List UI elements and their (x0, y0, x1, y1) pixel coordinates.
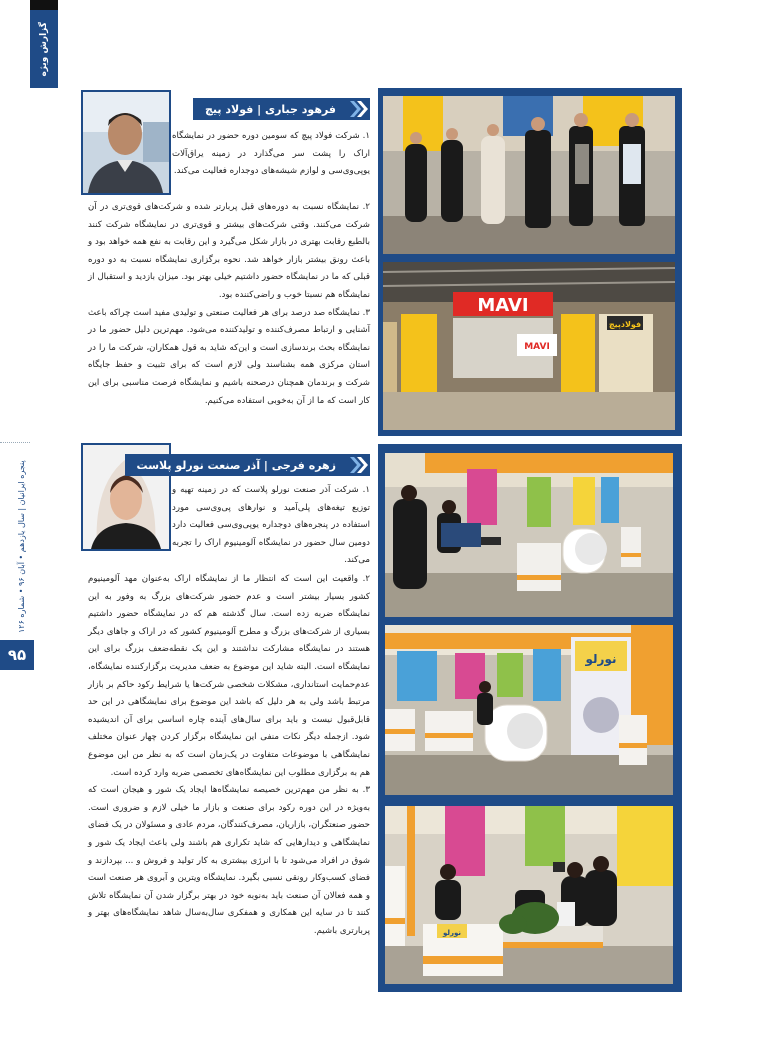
photo-norlo-booth-2 (385, 625, 673, 795)
photo-mavi-booth (383, 262, 675, 430)
author2-header (136, 451, 370, 479)
author1-paragraph-1: ۱. شرکت فولاد پیچ که سومین دوره حضور در نمایشگاه اراک را پشت سر می‌گذارد در زمینه یراق‌آلات یوپی‌وی‌سی و لوازم شیشه‌های دوجداره فعالیت می‌کند. (172, 131, 370, 177)
booth-brand-text-3: MAVI (524, 342, 550, 352)
photo-norlo-booth-3 (385, 806, 673, 984)
author1-para1-top (172, 128, 370, 181)
author1-name: فرهود جباری | فولاد پیچ (193, 98, 346, 120)
author2-paragraph-3: ۳. به نظر من مهم‌ترین خصیصه نمایشگاه‌ها ایجاد یک شور و هیجان است که به‌ویژه در این دوره رکود برای صنعت و بازار ما خیلی لازم و ضروری است. حضور صنعتگران، بازاریان، مصرف‌کنندگان، مردم عادی و مسئولان در یک فضای نمایشگاهی و دیدارهایی که شاید تکراری هم باشند ولی باعث ایجاد یک شور و شوق در افراد می‌شود تا با انرژی بیشتری به کار تولید و فروش و ... بپردازند و فضای کسب‌وکار رونقی نسبی بگیرد. نمایشگاه ویترین و آبروی هر صنعت است و همه فعالان آن صنعت باید به‌نوبه خود در بهتر برگزار شدن آن نمایشگاه تلاش کنند تا در سایه این همکاری و همفکری سال‌به‌سال شاهد نمایشگاه‌های بهتر و پربارتری باشیم. (88, 785, 370, 936)
author1-paragraph-2: ۲. نمایشگاه نسبت به دوره‌های قبل پربارتر شده و شرکت‌های قوی‌تری در آن شرکت می‌کنند. وقتی شرکت‌های بیشتر و قوی‌تری در نمایشگاه شرکت کنند بالطبع رقابت بهتری در بازار شکل می‌گیرد و این رقابت به نفع همه خواهد بود و باعث رونق بیشتر بازار خواهد شد. نحوه برگزاری نمایشگاه نسبت به دو دوره قبلی که ما در نمایشگاه حضور داشتیم خیلی بهتر بود. میزان بازدید و استقبال از نمایشگاه هم نسبتا خوب و راضی‌کننده بود. (88, 202, 370, 300)
journal-footer: پنجره ایرانیان | سال یازدهم • آبان ۹۶ • شماره ۱۲۶ (17, 460, 26, 634)
norlo-banner-text: نورلو (585, 652, 617, 666)
margin-divider (0, 442, 30, 443)
author2-paragraph-2: ۲. واقعیت این است که انتظار ما از نمایشگاه اراک به‌عنوان مهد آلومینیوم کشور بسیار بیشتر است و عدم حضور شرکت‌های بزرگ به وفور به این نمایشگاه ضربه زده است. سال گذشته هم که در نمایشگاه حضور داشتیم بسیاری از شرکت‌های بزرگ و مطرح آلومینیوم کشور که در اراک و جاهای دیگر هستند در نمایشگاه مشارکت نداشتند و این یک نقطه‌ضعف بزرگ برای این نمایشگاه است. البته شاید این موضوع به ضعف مدیریت برگزارکننده نمایشگاه، عدم‌حمایت استانداری، مشکلات شخصی شرکت‌ها یا شرایط رکود حاکم بر بازار مرتبط باشد ولی به هر دلیل که باشد این موضوع برای نمایشگاهی در این حد قابل‌قبول نیست و باید برای سال‌های آینده چاره اساسی برای آن اندیشیده شود. ازجمله دیگر نکات منفی این نمایشگاه برگزار کردن چهار عنوان مختلف نمایشگاهی با موضوعات متفاوت در یک‌زمان است که به نظر من این موضوع هم به برگزاری مطلوب این نمایشگاه‌های تخصصی ضربه وارد کرده است. (88, 574, 370, 778)
page-number: ۹۵ (0, 640, 34, 670)
author1-body (88, 199, 370, 410)
double-chevron-icon (346, 454, 370, 476)
section-tab-label: گزارش ویژه (39, 21, 49, 77)
booth-brand-text-2: فولادپیچ (608, 320, 642, 329)
author2-body (88, 571, 370, 940)
author2-para1-top (172, 482, 370, 570)
author2-name: زهره فرجی | آذر صنعت نورلو پلاست (125, 454, 346, 476)
author1-paragraph-3: ۳. نمایشگاه صد درصد برای هر فعالیت صنعتی و تولیدی مفید است چراکه باعث آشنایی و ارتباط مصرف‌کننده و تولیدکننده می‌شود. مهم‌ترین دلیل حضور ما در نمایشگاه بحث برندسازی است و این‌که شاید به قول همکاران، شرکت ما را در استان مرکزی همه بشناسند ولی لازم است که برای تثبیت و حفظ جایگاه شرکت و برندمان همچنان درصحنه باشیم و نمایشگاه فرصت مناسبی برای این کار است که ما از آن به‌خوبی استفاده می‌کنیم. (88, 307, 370, 406)
author2-paragraph-1: ۱. شرکت آذر صنعت نورلو پلاست که در زمینه تهیه و توزیع تیغه‌های پلی‌آمید و نوارهای پی‌وی‌سی مورد استفاده در پنجره‌های دوجداره یوپی‌وی‌سی فعالیت دارد دومین سال حضور در نمایشگاه آلومینیوم اراک را تجربه می‌کند. (172, 485, 370, 566)
photo-group-of-exhibitors (383, 96, 675, 254)
double-chevron-icon (346, 98, 370, 120)
author1-portrait (81, 90, 171, 195)
counter-brand-text: نورلو (442, 929, 462, 937)
section-tab (30, 0, 58, 88)
author1-header (172, 95, 370, 123)
photo-norlo-booth-1 (385, 453, 673, 617)
booth-brand-text: MAVI (477, 295, 529, 316)
